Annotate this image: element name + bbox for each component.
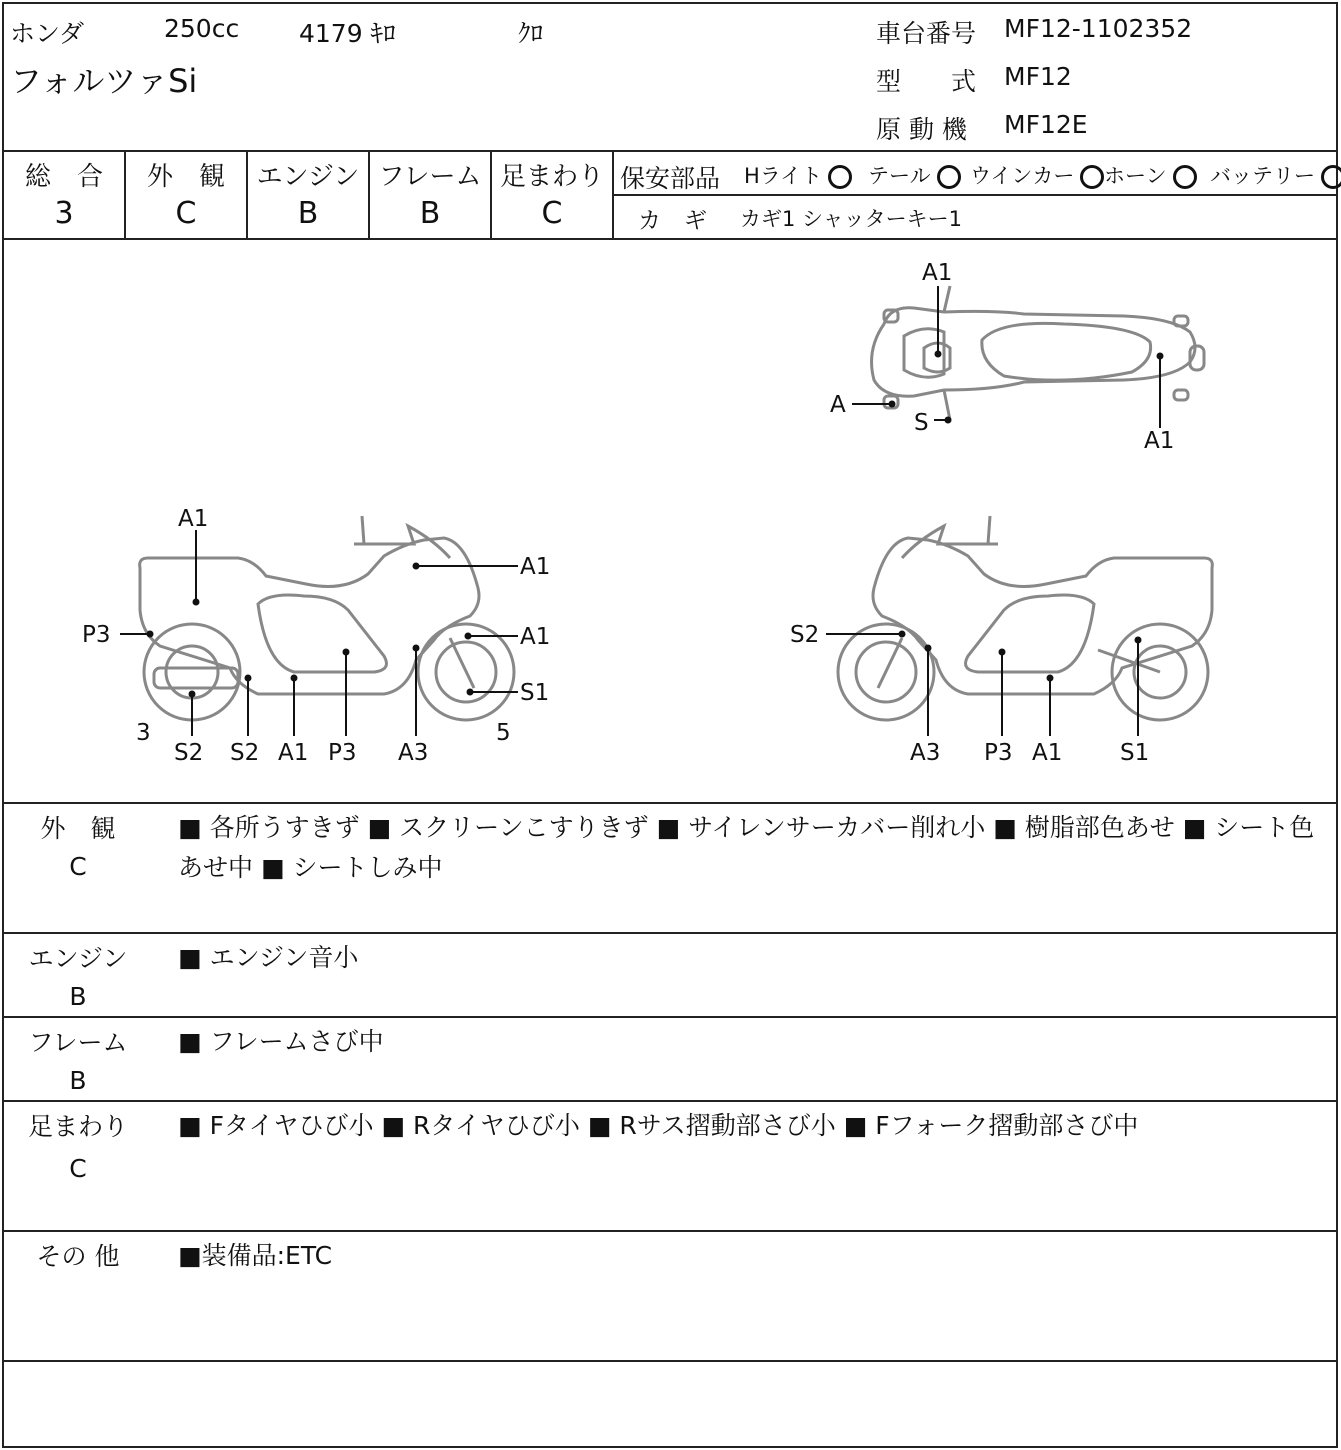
ok-circle-icon: [1321, 165, 1341, 189]
right-view-outline: [838, 516, 1212, 720]
grade-engine: B: [297, 196, 319, 231]
damage-point: [925, 645, 932, 652]
divider: [612, 194, 1336, 196]
ok-circle-icon: [1173, 165, 1197, 189]
damage-point: [1157, 353, 1164, 360]
safety-item-headlight: [744, 160, 852, 190]
grade-label-exterior: 外 観: [146, 162, 225, 192]
frame-no: MF12-1102352: [1004, 14, 1193, 43]
damage-diagram: [4, 240, 1336, 800]
diag-label: P3: [984, 740, 1013, 766]
diag-label: 5: [496, 720, 511, 746]
section-label-suspension: 足まわり: [27, 1112, 128, 1141]
section-text-engine: ■ エンジン音小: [178, 943, 359, 972]
diag-label: S1: [1120, 740, 1150, 766]
safety-item-label: Hライト: [744, 164, 823, 188]
damage-point: [147, 631, 154, 638]
section-label-other: その 他: [36, 1242, 120, 1271]
diag-label: P3: [82, 622, 111, 648]
top-view-outline: [872, 286, 1204, 420]
divider: [4, 932, 1336, 934]
key-label: カ ギ: [638, 208, 707, 234]
grade-exterior: C: [175, 196, 197, 231]
safety-item-label: ホーン: [1104, 164, 1167, 188]
safety-item-battery: [1210, 160, 1341, 190]
ok-circle-icon: [828, 165, 852, 189]
diag-label: A1: [922, 260, 953, 286]
divider: [4, 802, 1336, 804]
diag-label: S1: [520, 680, 550, 706]
type-label: 型 式: [876, 67, 977, 96]
damage-point: [245, 675, 252, 682]
color: ｸﾛ: [518, 19, 544, 48]
mileage: 4179 ｷﾛ: [299, 19, 396, 48]
damage-point: [193, 599, 200, 606]
grade-suspension: C: [541, 196, 563, 231]
grade-label-suspension: 足まわり: [499, 162, 604, 192]
diag-label: 3: [136, 720, 151, 746]
diag-label: S2: [790, 622, 820, 648]
safety-item-label: ウインカー: [970, 164, 1075, 188]
damage-point: [1135, 637, 1142, 644]
diag-label: S2: [230, 740, 260, 766]
diag-label: S: [914, 410, 929, 436]
maker: ホンダ: [10, 19, 85, 48]
section-grade-exterior: C: [69, 852, 87, 881]
section-text-other: ■装備品:ETC: [178, 1241, 333, 1270]
type-value: MF12: [1004, 62, 1072, 91]
grade-label-frame: フレーム: [378, 162, 482, 192]
section-label-exterior: 外 観: [40, 814, 116, 843]
engine-label: 原 動 機: [876, 115, 967, 144]
key-value: カギ1 シャッターキー1: [740, 207, 962, 231]
section-text-exterior: ■ 各所うすきず ■ スクリーンこすりきず ■ サイレンサーカバー削れ小 ■ 樹脂部色あせ ■ シート色あせ中 ■ シートしみ中: [178, 813, 1315, 882]
damage-point: [899, 631, 906, 638]
damage-point: [291, 675, 298, 682]
diag-label: A1: [278, 740, 309, 766]
diag-label: A: [830, 392, 846, 418]
ok-circle-icon: [937, 165, 961, 189]
model-name: フォルツァSi: [10, 62, 198, 100]
damage-point: [935, 351, 942, 358]
safety-item-tail: [868, 160, 961, 190]
section-text-frame: ■ フレームさび中: [178, 1027, 384, 1056]
damage-point: [413, 645, 420, 652]
diag-label: A1: [520, 624, 551, 650]
damage-point: [945, 417, 952, 424]
section-grade-frame: B: [69, 1066, 87, 1095]
grade-label-overall: 総 合: [24, 162, 103, 192]
damage-point: [999, 649, 1006, 656]
section-label-frame: フレーム: [28, 1028, 128, 1057]
grade-frame: B: [419, 196, 441, 231]
damage-point: [1047, 675, 1054, 682]
section-grade-engine: B: [69, 982, 87, 1011]
frame-no-label: 車台番号: [876, 19, 977, 48]
section-label-engine: エンジン: [28, 944, 128, 973]
safety-item-label: バッテリー: [1210, 164, 1315, 188]
damage-point: [465, 633, 472, 640]
grade-overall: 3: [54, 196, 74, 231]
diag-label: A1: [178, 506, 209, 532]
diag-label: A1: [1144, 428, 1175, 454]
engine-value: MF12E: [1004, 110, 1088, 139]
damage-point: [189, 691, 196, 698]
damage-point: [343, 649, 350, 656]
diag-label: S2: [174, 740, 204, 766]
damage-point: [467, 689, 474, 696]
divider: [4, 1100, 1336, 1102]
divider: [4, 1230, 1336, 1232]
section-text-suspension: ■ Fタイヤひび小 ■ Rタイヤひび小 ■ Rサス摺動部さび小 ■ Fフォーク摺動部さび中: [178, 1111, 1139, 1140]
damage-point: [889, 401, 896, 408]
safety-item-winker: [970, 160, 1104, 190]
divider: [4, 150, 1336, 152]
safety-item-horn: [1104, 160, 1197, 190]
grade-label-engine: エンジン: [256, 162, 360, 192]
divider: [4, 1016, 1336, 1018]
inspection-sheet: [2, 2, 1338, 1448]
displacement: 250cc: [164, 14, 240, 43]
ok-circle-icon: [1080, 165, 1104, 189]
diag-label: P3: [328, 740, 357, 766]
divider: [4, 1360, 1336, 1362]
damage-point: [413, 563, 420, 570]
diag-label: A1: [1032, 740, 1063, 766]
safety-item-label: テール: [868, 164, 931, 188]
section-grade-suspension: C: [69, 1154, 87, 1183]
safety-label: 保安部品: [620, 164, 721, 193]
diag-label: A1: [520, 554, 551, 580]
diag-label: A3: [398, 740, 429, 766]
diag-label: A3: [910, 740, 941, 766]
